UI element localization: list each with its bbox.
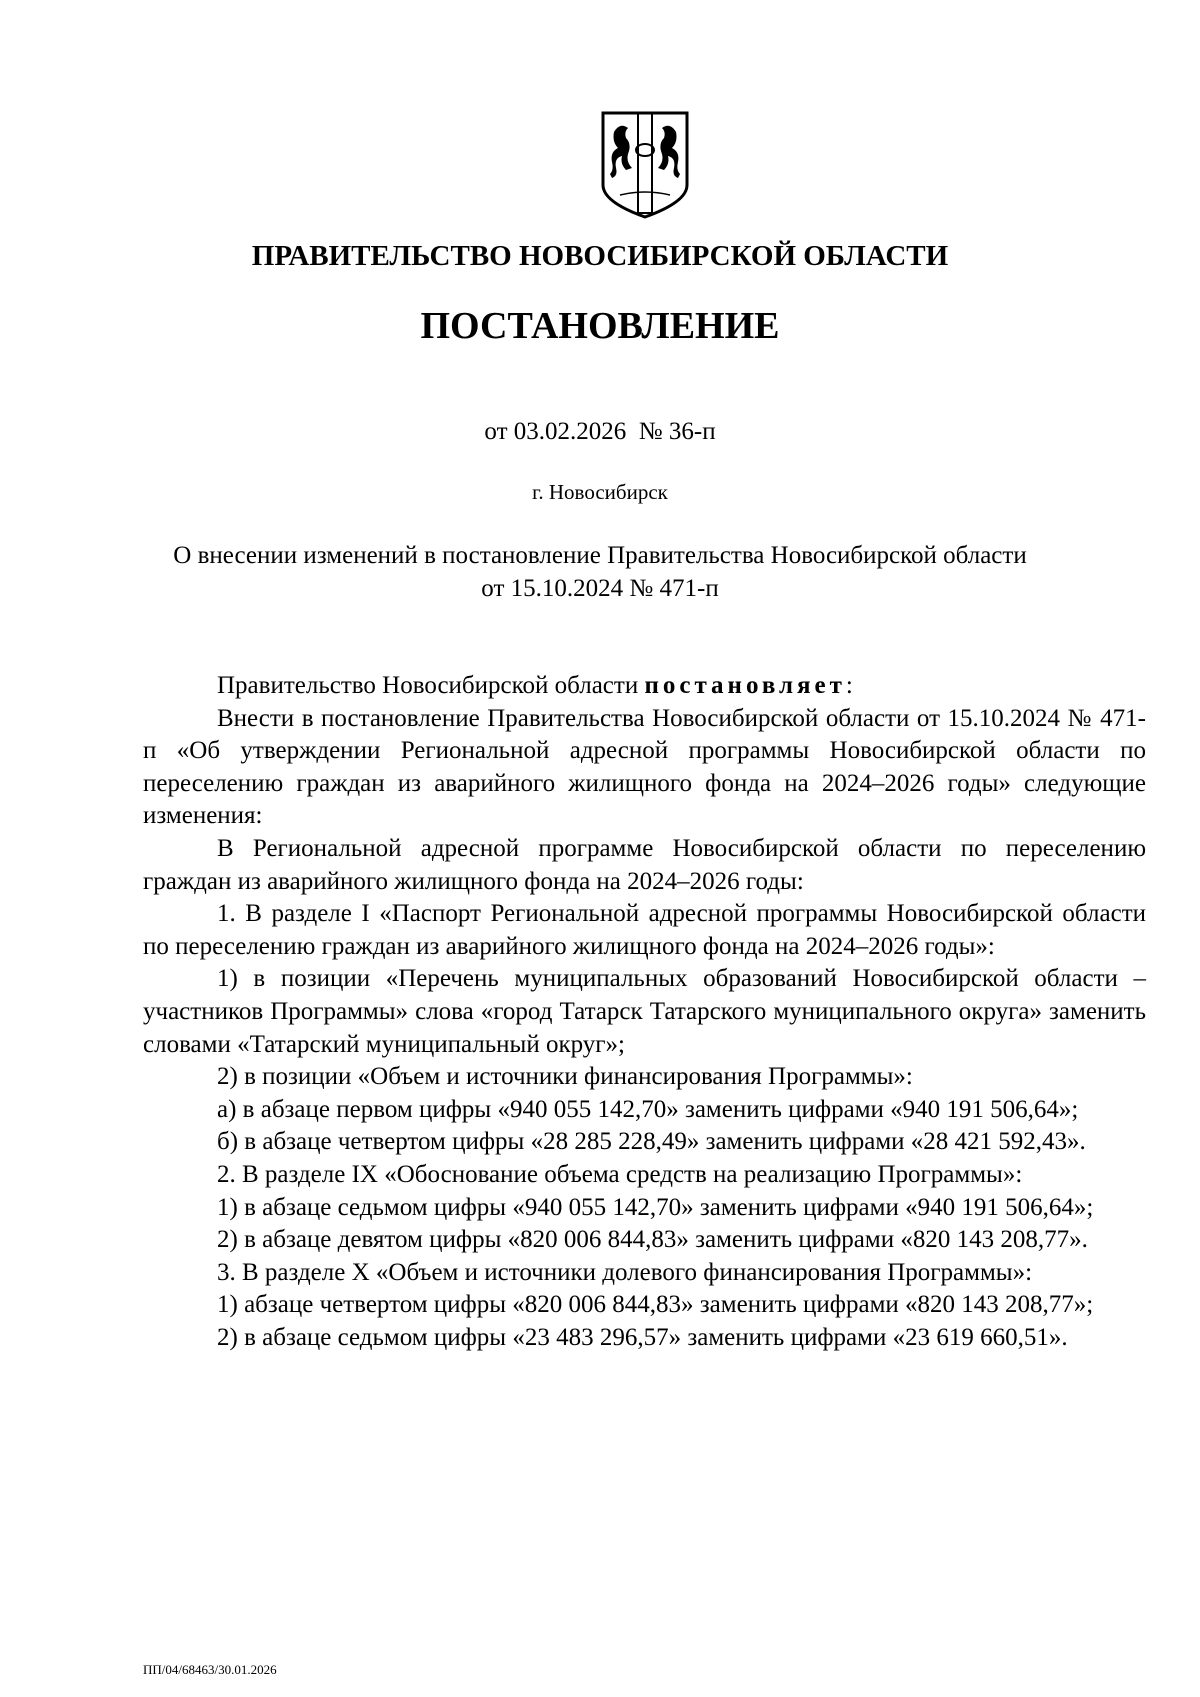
paragraph: 1) в позиции «Перечень муниципальных образований Новосибирской области – участников Программы» слова «город Татарск Татарского муниципального округа» заменить словами «Татарский муниципальный округ»; bbox=[143, 965, 1146, 1058]
intro-lead: Правительство Новосибирской области bbox=[217, 672, 645, 699]
title-line-2: от 15.10.2024 № 471-п bbox=[481, 575, 719, 602]
number-sign: № bbox=[638, 418, 663, 445]
paragraph: 2. В разделе IX «Обоснование объема средств на реализацию Программы»: bbox=[217, 1160, 1023, 1188]
document-date: 03.02.2026 bbox=[513, 418, 627, 445]
document-body bbox=[143, 670, 1146, 1354]
government-name: ПРАВИТЕЛЬСТВО НОВОСИБИРСКОЙ ОБЛАСТИ bbox=[251, 240, 949, 272]
paragraph: 2) в абзаце седьмом цифры «23 483 296,57» заменить цифрами «23 619 660,51». bbox=[217, 1323, 1068, 1351]
paragraph: 3. В разделе X «Объем и источники долевого финансирования Программы»: bbox=[217, 1258, 1033, 1286]
document-type: ПОСТАНОВЛЕНИЕ bbox=[420, 305, 780, 347]
city: г. Новосибирск bbox=[532, 480, 668, 504]
coat-of-arms bbox=[600, 110, 690, 220]
document-number: 36-п bbox=[668, 418, 716, 445]
paragraph: 1. В разделе I «Паспорт Региональной адресной программы Новосибирской области по переселению граждан из аварийного жилищного фонда на 2024–2026 годы»: bbox=[143, 900, 1146, 960]
paragraph: 2) в позиции «Объем и источники финансирования Программы»: bbox=[217, 1063, 913, 1091]
paragraph: а) в абзаце первом цифры «940 055 142,70» заменить цифрами «940 191 506,64»; bbox=[217, 1095, 1079, 1123]
coat-of-arms-icon bbox=[600, 110, 690, 220]
paragraph: 2) в абзаце девятом цифры «820 006 844,83» заменить цифрами «820 143 208,77». bbox=[217, 1226, 1088, 1254]
intro-tail: : bbox=[845, 672, 853, 699]
paragraph: б) в абзаце четвертом цифры «28 285 228,49» заменить цифрами «28 421 592,43». bbox=[217, 1128, 1086, 1156]
paragraph: В Региональной адресной программе Новосибирской области по переселению граждан из аварийного жилищного фонда на 2024–2026 годы: bbox=[143, 834, 1146, 895]
document-code: ПП/04/68463/30.01.2026 bbox=[143, 1662, 277, 1677]
date-prefix: от bbox=[484, 418, 508, 445]
intro-resolves: постановляет bbox=[644, 672, 846, 699]
intro-paragraph bbox=[143, 670, 1146, 703]
paragraph: 1) в абзаце седьмом цифры «940 055 142,70» заменить цифрами «940 191 506,64»; bbox=[217, 1193, 1094, 1221]
paragraph: 1) абзаце четвертом цифры «820 006 844,83» заменить цифрами «820 143 208,77»; bbox=[217, 1291, 1094, 1319]
date-number-line bbox=[0, 417, 1200, 447]
paragraph: Внести в постановление Правительства Новосибирской области от 15.10.2024 № 471-п «Об утверждении Региональной адресной программы Новосибирской области по переселению граждан из аварийного жилищного фонда на 2024–2026 годы» следующие изменения: bbox=[143, 704, 1146, 830]
title-line-1: О внесении изменений в постановление Правительства Новосибирской области bbox=[173, 542, 1027, 569]
document-title bbox=[150, 539, 1050, 605]
